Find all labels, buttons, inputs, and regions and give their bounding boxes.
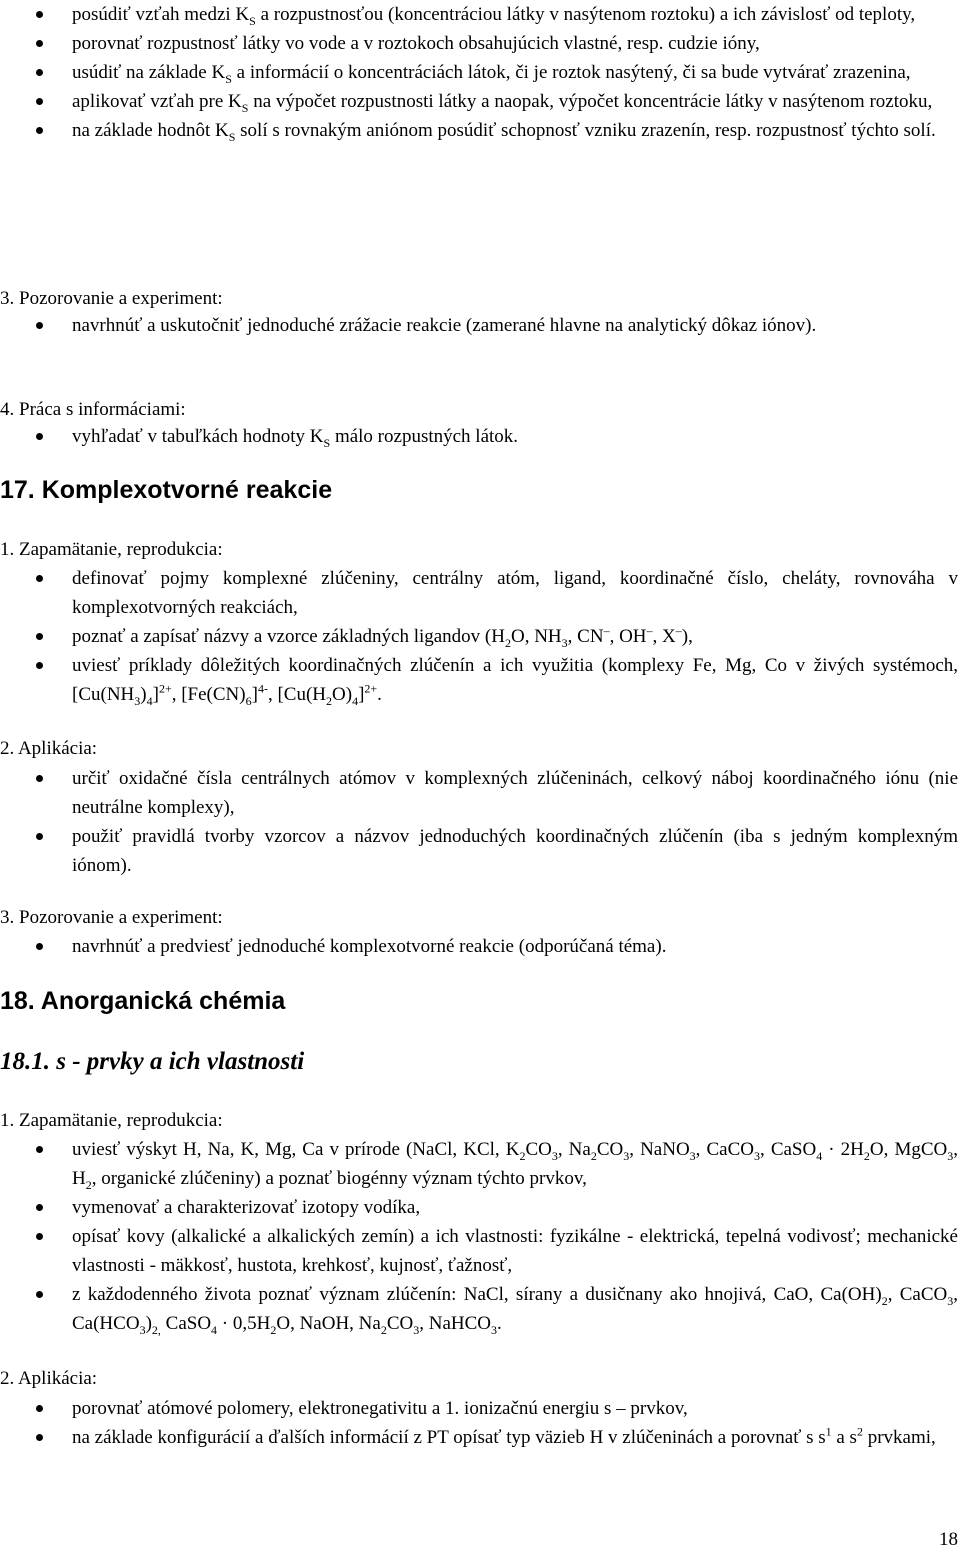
list-item: uviesť výskyt H, Na, K, Mg, Ca v prírode (NaCl, KCl, $K_2CO_3$, $Na_2CO_3$, NaNO$_3$, CaCO$_3$, CaSO$_4$ · $2H_2O$, MgCO$_3$, $H_2$, organické zlúčeniny) a poznať biogénny význam týchto prvkov,	[0, 1135, 960, 1193]
list-item: uviesť príklady dôležitých koordinačných zlúčenín a ich využitia (komplexy Fe, Mg, Co v živých systémoch, $[Cu(NH_3)_4]^{2+}$, $[Fe(CN)_6]^{4-}$, $[Cu(H_2O)_4]^{2+}$.	[0, 651, 960, 709]
section-label: 4. Práca s informáciami:	[0, 399, 186, 420]
section-label: 1. Zapamätanie, reprodukcia:	[0, 539, 223, 560]
solubility-goals	[0, 0, 960, 145]
list-item: vymenovať a charakterizovať izotopy vodíka,	[0, 1193, 960, 1222]
section-label: 3. Pozorovanie a experiment:	[0, 288, 223, 309]
section-label: 1. Zapamätanie, reprodukcia:	[0, 1110, 223, 1131]
chapter-heading: 17. Komplexotvorné reakcie	[0, 476, 333, 504]
section-label: 3. Pozorovanie a experiment:	[0, 907, 223, 928]
list-item: definovať pojmy komplexné zlúčeniny, centrálny atóm, ligand, koordinačné číslo, cheláty, rovnováha v komplexotvorných reakciách,	[0, 564, 960, 622]
section-label: 2. Aplikácia:	[0, 738, 98, 759]
list-item: vyhľadať v tabuľkách hodnoty $K_S$ málo rozpustných látok.	[0, 422, 960, 451]
list-item: na základe konfigurácií a ďalších informácií z PT opísať typ väzieb H v zlúčeninách a porovnať s $s^1$ a $s^2$ prvkami,	[0, 1423, 960, 1452]
list-item: poznať a zapísať názvy a vzorce základných ligandov ($H_2O$, $NH_3$, CN–, OH–, X–),	[0, 622, 960, 651]
subchapter-heading: 18.1. s - prvky a ich vlastnosti	[0, 1048, 305, 1075]
list-item: porovnať rozpustnosť látky vo vode a v roztokoch obsahujúcich vlastné, resp. cudzie ióny,	[0, 29, 960, 58]
section-label: 2. Aplikácia:	[0, 1368, 98, 1389]
list-item: z každodenného života poznať význam zlúčenín: NaCl, sírany a dusičnany ako hnojivá, CaO, $Ca(OH)_2$, CaCO$_3$, $Ca(HCO_3)_{2,}$ CaSO$_4$ · $0,5H_2O$, NaOH, $Na_2CO_3$, NaHCO$_3$.	[0, 1280, 960, 1338]
observation-list	[0, 311, 960, 340]
list-item: navrhnúť a uskutočniť jednoduché zrážacie reakcie (zamerané hlavne na analytický dôkaz iónov).	[0, 311, 960, 340]
page-number: 18	[939, 1529, 958, 1550]
list-item: na základe hodnôt $K_S$ solí s rovnakým aniónom posúdiť schopnosť vzniku zrazenín, resp. rozpustnosť týchto solí.	[0, 116, 960, 145]
s-elements-list	[0, 1135, 960, 1338]
list-item: opísať kovy (alkalické a alkalických zemín) a ich vlastnosti: fyzikálne - elektrická, tepelná vodivosť; mechanické vlastnosti - mäkkosť, hustota, krehkosť, kujnosť, ťažnosť,	[0, 1222, 960, 1280]
bullet-list	[0, 0, 960, 145]
list-item: navrhnúť a predviesť jednoduché komplexotvorné reakcie (odporúčaná téma).	[0, 932, 960, 961]
experiment-list	[0, 932, 960, 961]
application-list	[0, 764, 960, 880]
list-item: porovnať atómové polomery, elektronegativitu a 1. ionizačnú energiu s – prvkov,	[0, 1394, 960, 1423]
reproduction-list	[0, 564, 960, 709]
list-item: usúdiť na základe $K_S$ a informácií o koncentráciách látok, či je roztok nasýtený, či sa bude vytvárať zrazenina,	[0, 58, 960, 87]
list-item: posúdiť vzťah medzi $K_S$ a rozpustnosťou (koncentráciou látky v nasýtenom roztoku) a ich závislosť od teploty,	[0, 0, 960, 29]
list-item: určiť oxidačné čísla centrálnych atómov v komplexných zlúčeninách, celkový náboj koordinačného iónu (nie neutrálne komplexy),	[0, 764, 960, 822]
s-application-list	[0, 1394, 960, 1452]
chapter-heading: 18. Anorganická chémia	[0, 987, 286, 1015]
list-item: použiť pravidlá tvorby vzorcov a názvov jednoduchých koordinačných zlúčenín (iba s jedným komplexným iónom).	[0, 822, 960, 880]
list-item: aplikovať vzťah pre $K_S$ na výpočet rozpustnosti látky a naopak, výpočet koncentrácie látky v nasýtenom roztoku,	[0, 87, 960, 116]
info-list	[0, 422, 960, 451]
